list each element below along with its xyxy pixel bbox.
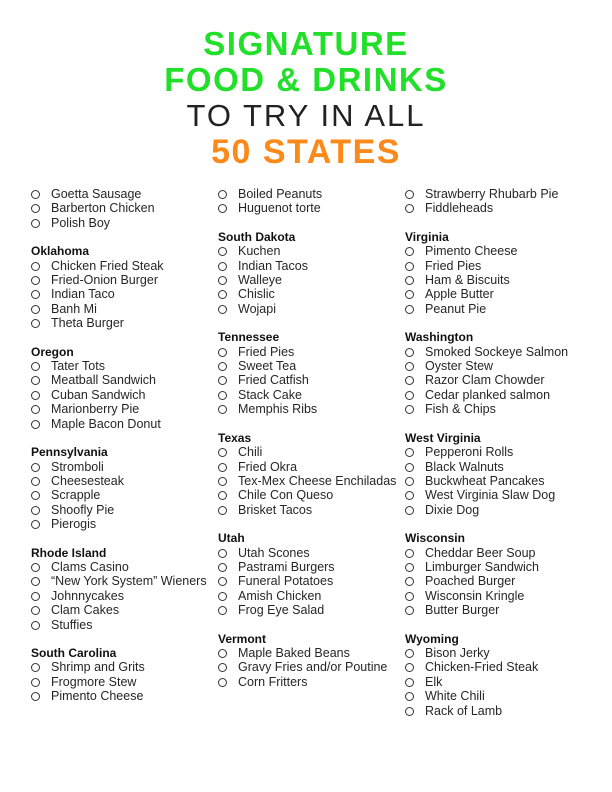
state-heading: Oregon [31,344,74,359]
item-label: Wojapi [238,301,276,316]
checkbox-circle-icon[interactable] [405,391,414,400]
checklist-item [218,603,403,617]
item-label: Scrapple [51,488,101,503]
item-label: Barberton Chicken [51,201,155,216]
item-label: Buckwheat Pancakes [425,473,545,488]
item-label: Banh Mi [51,301,97,316]
checkbox-circle-icon[interactable] [218,678,227,687]
food-list [31,187,216,230]
item-label: West Virginia Slaw Dog [425,488,556,503]
checklist-item [405,589,590,603]
checklist-item [31,488,216,502]
checklist-item [31,517,216,531]
checklist-item [31,460,216,474]
state-heading: Texas [218,430,252,445]
item-label: Tex-Mex Cheese Enchiladas [238,473,397,488]
checklist-item [218,388,403,402]
checkbox-circle-icon[interactable] [405,506,414,515]
checklist-item [218,302,403,316]
checkbox-circle-icon[interactable] [31,678,40,687]
state-section [218,230,403,316]
state-section [218,431,403,517]
item-label: Elk [425,674,443,689]
item-label: Fried Catfish [238,373,309,388]
checkbox-circle-icon[interactable] [405,477,414,486]
checkbox-circle-icon[interactable] [31,376,40,385]
checkbox-circle-icon[interactable] [218,290,227,299]
food-list [405,244,590,316]
item-label: Smoked Sockeye Salmon [425,344,569,359]
checklist-item [31,660,216,674]
checkbox-circle-icon[interactable] [31,520,40,529]
item-label: Strawberry Rhubarb Pie [425,187,559,201]
checkbox-circle-icon[interactable] [31,319,40,328]
checklist-item [31,201,216,215]
state-heading: Tennessee [218,330,280,345]
item-label: Johnnycakes [51,588,124,603]
checklist-item [218,273,403,287]
state-section [218,531,403,617]
item-label: Fiddleheads [425,201,494,216]
state-section [405,531,590,617]
checkbox-circle-icon[interactable] [218,204,227,213]
item-label: Sweet Tea [238,359,297,374]
checklist-item [405,646,590,660]
checkbox-circle-icon[interactable] [405,678,414,687]
checklist-item [218,259,403,273]
checkbox-circle-icon[interactable] [218,592,227,601]
checkbox-circle-icon[interactable] [218,663,227,672]
checkbox-circle-icon[interactable] [405,204,414,213]
checkbox-circle-icon[interactable] [218,463,227,472]
item-label: Frogmore Stew [51,674,137,689]
state-heading: Oklahoma [31,244,90,259]
checkbox-circle-icon[interactable] [31,219,40,228]
checkbox-circle-icon[interactable] [405,376,414,385]
food-list [218,244,403,316]
checkbox-circle-icon[interactable] [31,463,40,472]
item-label: Pierogis [51,517,97,532]
checkbox-circle-icon[interactable] [218,606,227,615]
checklist-column-2 [218,187,403,703]
state-heading: Washington [405,330,474,345]
checkbox-circle-icon[interactable] [31,506,40,515]
title-line-1: SIGNATURE [203,25,409,62]
checkbox-circle-icon[interactable] [31,262,40,271]
checklist-item [405,488,590,502]
item-label: Poached Burger [425,574,516,589]
checkbox-circle-icon[interactable] [218,362,227,371]
item-label: Chicken Fried Steak [51,258,164,273]
item-label: Boiled Peanuts [238,187,323,201]
checkbox-circle-icon[interactable] [405,305,414,314]
checkbox-circle-icon[interactable] [405,247,414,256]
checklist-item [405,474,590,488]
item-label: Memphis Ribs [238,402,318,417]
item-label: Polish Boy [51,215,111,230]
item-label: White Chili [425,689,485,704]
state-section [405,431,590,517]
checklist-item [31,388,216,402]
state-heading: South Dakota [218,229,296,244]
checkbox-circle-icon[interactable] [31,563,40,572]
checklist-item [218,646,403,660]
checklist-item [218,474,403,488]
state-section [218,187,403,216]
item-label: Gravy Fries and/or Poutine [238,660,388,675]
checkbox-circle-icon[interactable] [218,577,227,586]
checklist-item [405,546,590,560]
checkbox-circle-icon[interactable] [31,477,40,486]
item-label: Pastrami Burgers [238,559,335,574]
item-label: Cedar planked salmon [425,387,551,402]
checkbox-circle-icon[interactable] [405,577,414,586]
item-label: Goetta Sausage [51,187,142,201]
item-label: Chicken-Fried Steak [425,660,539,675]
state-section [405,632,590,718]
item-label: Fried Pies [238,344,295,359]
checkbox-circle-icon[interactable] [218,477,227,486]
item-label: Indian Tacos [238,258,308,273]
checklist-item [405,503,590,517]
checklist-item [218,345,403,359]
state-section [218,330,403,416]
checklist-item [218,574,403,588]
item-label: Huguenot torte [238,201,321,216]
checkbox-circle-icon[interactable] [31,606,40,615]
item-label: Cheesesteak [51,473,124,488]
checklist-item [31,316,216,330]
food-list [218,445,403,517]
checklist-item [405,445,590,459]
checkbox-circle-icon[interactable] [405,663,414,672]
checklist-item [31,402,216,416]
checkbox-circle-icon[interactable] [31,290,40,299]
item-label: Stromboli [51,459,104,474]
checklist-item [405,302,590,316]
checklist-item [405,704,590,718]
item-label: Marionberry Pie [51,402,140,417]
item-label: Wisconsin Kringle [425,588,525,603]
item-label: Indian Taco [51,287,115,302]
checklist-item [218,503,403,517]
item-label: Theta Burger [51,316,124,331]
checklist-item [405,388,590,402]
checkbox-circle-icon[interactable] [405,549,414,558]
checklist-item [31,675,216,689]
state-section [405,187,590,216]
checkbox-circle-icon[interactable] [405,606,414,615]
item-label: Cheddar Beer Soup [425,545,536,560]
item-label: Dixie Dog [425,502,480,517]
food-list [218,646,403,689]
checkbox-circle-icon[interactable] [218,549,227,558]
checklist-item [405,259,590,273]
state-heading: West Virginia [405,430,481,445]
item-label: Oyster Stew [425,359,494,374]
item-label: Peanut Pie [425,301,487,316]
checkbox-circle-icon[interactable] [405,563,414,572]
state-heading: South Carolina [31,645,117,660]
food-list [218,187,403,216]
item-label: Fish & Chips [425,402,496,417]
item-label: Tater Tots [51,359,105,374]
checklist-item [31,302,216,316]
item-label: Fried-Onion Burger [51,273,158,288]
checkbox-circle-icon[interactable] [218,506,227,515]
checkbox-circle-icon[interactable] [31,577,40,586]
checklist-item [31,603,216,617]
checklist-item [31,187,216,201]
checkbox-circle-icon[interactable] [405,692,414,701]
checklist-item [218,660,403,674]
checklist-item [405,574,590,588]
food-list [218,345,403,417]
title-line-2: FOOD & DRINKS [164,61,448,98]
checkbox-circle-icon[interactable] [218,348,227,357]
food-list [31,460,216,532]
checkbox-circle-icon[interactable] [405,362,414,371]
item-label: Fried Okra [238,459,298,474]
checklist-item [405,560,590,574]
checkbox-circle-icon[interactable] [31,663,40,672]
checkbox-circle-icon[interactable] [405,348,414,357]
state-heading: Virginia [405,229,449,244]
checkbox-circle-icon[interactable] [218,491,227,500]
title-line-4: 50 STATES [211,133,401,171]
checklist-item [31,259,216,273]
food-list [405,445,590,517]
food-list [31,560,216,632]
checklist-item [218,546,403,560]
checklist-item [31,574,216,588]
checklist-item [31,503,216,517]
item-label: Kuchen [238,244,281,259]
item-label: Pimento Cheese [425,244,518,259]
state-section [31,244,216,330]
checkbox-circle-icon[interactable] [405,592,414,601]
checkbox-circle-icon[interactable] [31,621,40,630]
checkbox-circle-icon[interactable] [31,391,40,400]
checklist-item [405,460,590,474]
checkbox-circle-icon[interactable] [218,563,227,572]
checkbox-circle-icon[interactable] [405,276,414,285]
checkbox-circle-icon[interactable] [31,190,40,199]
item-label: Utah Scones [238,545,310,560]
food-list [405,646,590,718]
checkbox-circle-icon[interactable] [31,692,40,701]
food-list [405,187,590,216]
item-label: Meatball Sandwich [51,373,156,388]
checklist-item [31,273,216,287]
state-heading: Vermont [218,631,267,646]
item-label: Amish Chicken [238,588,322,603]
item-label: Stuffies [51,617,93,632]
checklist-column-3 [405,187,590,732]
item-label: Brisket Tacos [238,502,313,517]
checkbox-circle-icon[interactable] [405,262,414,271]
checkbox-circle-icon[interactable] [31,276,40,285]
checklist-item [31,618,216,632]
item-label: Funeral Potatoes [238,574,334,589]
item-label: Walleye [238,273,282,288]
checkbox-circle-icon[interactable] [31,491,40,500]
checkbox-circle-icon[interactable] [218,276,227,285]
checklist-item [218,287,403,301]
checklist-item [405,689,590,703]
checklist-item [31,474,216,488]
item-label: Butter Burger [425,603,500,618]
checklist-item [31,373,216,387]
checkbox-circle-icon[interactable] [405,448,414,457]
item-label: “New York System” Wieners [51,574,207,589]
checklist-item [405,373,590,387]
checkbox-circle-icon[interactable] [405,290,414,299]
checklist-item [31,359,216,373]
item-label: Razor Clam Chowder [425,373,545,388]
checkbox-circle-icon[interactable] [405,649,414,658]
state-heading: Wisconsin [405,531,465,546]
checklist-item [218,560,403,574]
checkbox-circle-icon[interactable] [218,190,227,199]
item-label: Fried Pies [425,258,482,273]
checklist-item [218,589,403,603]
checkbox-circle-icon[interactable] [31,405,40,414]
food-list [31,259,216,331]
state-section [405,230,590,316]
state-section [405,330,590,416]
state-section [31,546,216,632]
item-label: Limburger Sandwich [425,559,539,574]
checkbox-circle-icon[interactable] [218,405,227,414]
item-label: Cuban Sandwich [51,387,146,402]
checklist-item [405,660,590,674]
checkbox-circle-icon[interactable] [218,376,227,385]
checklist-item [405,273,590,287]
state-heading: Utah [218,531,245,546]
item-label: Pimento Cheese [51,689,144,704]
item-label: Corn Fritters [238,674,308,689]
checkbox-circle-icon[interactable] [31,362,40,371]
item-label: Maple Bacon Donut [51,416,161,431]
state-section [218,632,403,690]
food-list [31,359,216,431]
checklist-item [31,589,216,603]
checklist-item [405,402,590,416]
checkbox-circle-icon[interactable] [31,420,40,429]
item-label: Shoofly Pie [51,502,115,517]
state-section [31,445,216,531]
item-label: Ham & Biscuits [425,273,510,288]
checklist-item [218,359,403,373]
checkbox-circle-icon[interactable] [405,491,414,500]
checklist-item [31,560,216,574]
item-label: Stack Cake [238,387,302,402]
item-label: Shrimp and Grits [51,660,145,675]
checklist-item [405,187,590,201]
state-heading: Pennsylvania [31,445,108,460]
state-heading: Rhode Island [31,545,107,560]
state-heading: Wyoming [405,631,459,646]
checklist-item [405,675,590,689]
checklist-item [31,689,216,703]
state-section [31,646,216,704]
item-label: Bison Jerky [425,645,490,660]
item-label: Clams Casino [51,559,129,574]
checklist-item [218,244,403,258]
checkbox-circle-icon[interactable] [31,592,40,601]
checkbox-circle-icon[interactable] [218,391,227,400]
checklist-item [405,201,590,215]
checklist-item [405,287,590,301]
checklist-column-1 [31,187,216,718]
checkbox-circle-icon[interactable] [31,305,40,314]
food-list [405,546,590,618]
checkbox-circle-icon[interactable] [405,463,414,472]
checklist-item [218,675,403,689]
item-label: Chile Con Queso [238,488,334,503]
item-label: Frog Eye Salad [238,603,325,618]
checklist-item [405,603,590,617]
page-header [0,26,612,170]
checkbox-circle-icon[interactable] [218,247,227,256]
item-label: Pepperoni Rolls [425,445,514,460]
checkbox-circle-icon[interactable] [218,448,227,457]
checklist-item [405,345,590,359]
state-section [31,345,216,431]
checklist-item [31,287,216,301]
checklist-item [218,488,403,502]
state-section [31,187,216,230]
item-label: Apple Butter [425,287,494,302]
item-label: Maple Baked Beans [238,645,350,660]
checkbox-circle-icon[interactable] [218,262,227,271]
checklist-item [31,417,216,431]
item-label: Chili [238,445,263,460]
item-label: Rack of Lamb [425,703,503,718]
checkbox-circle-icon[interactable] [405,707,414,716]
checkbox-circle-icon[interactable] [218,649,227,658]
checklist-item [218,373,403,387]
item-label: Black Walnuts [425,459,504,474]
checklist-item [31,216,216,230]
title-line-3: TO TRY IN ALL [186,98,426,133]
checklist-item [218,402,403,416]
food-list [218,546,403,618]
item-label: Chislic [238,287,275,302]
checklist-item [218,187,403,201]
checkbox-circle-icon[interactable] [218,305,227,314]
checkbox-circle-icon[interactable] [405,190,414,199]
food-list [31,660,216,703]
checkbox-circle-icon[interactable] [31,204,40,213]
checkbox-circle-icon[interactable] [405,405,414,414]
checklist-item [218,460,403,474]
item-label: Clam Cakes [51,603,120,618]
food-list [405,345,590,417]
checklist-item [218,201,403,215]
checklist-item [218,445,403,459]
checklist-item [405,244,590,258]
checklist-item [405,359,590,373]
